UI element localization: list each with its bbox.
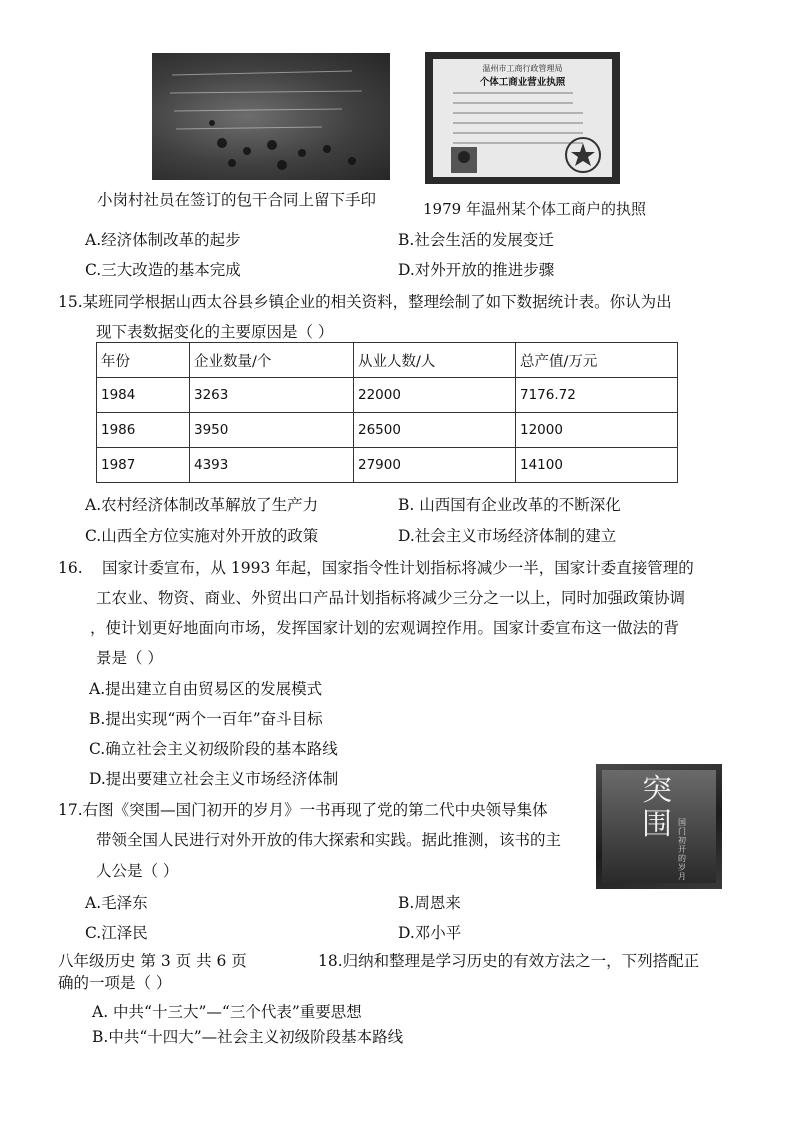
table-cell: 1987 xyxy=(97,448,190,483)
table-cell: 12000 xyxy=(516,413,678,448)
table-cell: 3950 xyxy=(190,413,354,448)
q16-option-d[interactable]: D.提出要建立社会主义市场经济体制 xyxy=(89,770,339,788)
q16-stem-line4: 景是（ ） xyxy=(96,649,163,667)
table-cell: 26500 xyxy=(354,413,516,448)
q17-stem-line1: 17.右图《突围—国门初开的岁月》一书再现了党的第二代中央领导集体 xyxy=(58,801,548,819)
q15-option-b[interactable]: B. 山西国有企业改革的不断深化 xyxy=(398,496,621,514)
q16-option-b[interactable]: B.提出实现“两个一百年”奋斗目标 xyxy=(89,710,323,728)
q17-option-b[interactable]: B.周恩来 xyxy=(398,894,461,912)
table-row xyxy=(97,413,678,448)
page-footer: 八年级历史 第 3 页 共 6 页 xyxy=(58,952,247,970)
book-title: 突围 xyxy=(642,773,672,842)
q17-option-d[interactable]: D.邓小平 xyxy=(398,924,462,942)
table-cell: 27900 xyxy=(354,448,516,483)
book-subtitle: 国门初开的岁月 xyxy=(678,818,686,881)
q14-option-c[interactable]: C.三大改造的基本完成 xyxy=(85,261,241,279)
q17-option-c[interactable]: C.江泽民 xyxy=(85,924,148,942)
q17-option-a[interactable]: A.毛泽东 xyxy=(85,894,148,912)
q18-stem-line2: 确的一项是（ ） xyxy=(58,974,172,992)
q15-option-d[interactable]: D.社会主义市场经济体制的建立 xyxy=(398,527,617,545)
q15-stem-line1: 15.某班同学根据山西太谷县乡镇企业的相关资料，整理绘制了如下数据统计表。你认为出 xyxy=(58,293,672,311)
q14-option-a[interactable]: A.经济体制改革的起步 xyxy=(85,231,241,249)
book-cover-art xyxy=(602,770,716,883)
q14-option-b[interactable]: B.社会生活的发展变迁 xyxy=(398,231,554,249)
q16-stem-line2: 工农业、物资、商业、外贸出口产品计划指标将减少三分之一以上，同时加强政策协调 xyxy=(96,589,686,607)
table-header-cell: 企业数量/个 xyxy=(190,343,354,378)
license-title: 个体工商业营业执照 xyxy=(479,77,566,88)
q16-number: 16. xyxy=(58,559,83,577)
q18-option-a[interactable]: A. 中共“十三大”—“三个代表”重要思想 xyxy=(92,1003,362,1021)
q18-stem-line1: 18.归纳和整理是学习历史的有效方法之一，下列搭配正 xyxy=(318,952,700,970)
q15-option-c[interactable]: C.山西全方位实施对外开放的政策 xyxy=(85,527,319,545)
table-cell: 1986 xyxy=(97,413,190,448)
q16-option-c[interactable]: C.确立社会主义初级阶段的基本路线 xyxy=(89,740,338,758)
table-cell: 3263 xyxy=(190,378,354,413)
contract-handwriting-graphic xyxy=(152,53,390,180)
q16-stem-line3: ，使计划更好地面向市场，发挥国家计划的宏观调控作用。国家计委宣布这一做法的背 xyxy=(90,619,680,637)
q16-stem-line1: 国家计委宣布，从 1993 年起，国家指令性计划指标将减少一半，国家计委直接管理的 xyxy=(102,559,694,577)
book-cover-photo xyxy=(596,764,722,889)
table-cell: 1984 xyxy=(97,378,190,413)
table-header-cell: 年份 xyxy=(97,343,190,378)
table-header-cell: 从业人数/人 xyxy=(354,343,516,378)
table-cell: 14100 xyxy=(516,448,678,483)
fig1-caption: 小岗村社员在签订的包干合同上留下手印 xyxy=(97,191,377,209)
q14-option-d[interactable]: D.对外开放的推进步骤 xyxy=(398,261,555,279)
table-row xyxy=(97,448,678,483)
license-fields-graphic xyxy=(433,59,612,177)
table-header-row xyxy=(97,343,678,378)
business-license-photo xyxy=(425,52,620,184)
q17-stem-line3: 人公是（ ） xyxy=(96,862,179,880)
q18-option-b[interactable]: B.中共“十四大”—社会主义初级阶段基本路线 xyxy=(92,1028,404,1046)
fig2-caption: 1979 年温州某个体工商户的执照 xyxy=(423,200,646,218)
table-cell: 4393 xyxy=(190,448,354,483)
q17-stem-line2: 带领全国人民进行对外开放的伟大探索和实践。据此推测，该书的主 xyxy=(96,831,562,849)
q15-data-table xyxy=(96,342,678,483)
q15-stem-line2: 现下表数据变化的主要原因是（ ） xyxy=(96,323,334,341)
handprint-contract-photo xyxy=(152,53,390,180)
q16-option-a[interactable]: A.提出建立自由贸易区的发展模式 xyxy=(89,680,323,698)
license-paper xyxy=(433,59,612,177)
table-cell: 22000 xyxy=(354,378,516,413)
table-header-cell: 总产值/万元 xyxy=(516,343,678,378)
table-row xyxy=(97,378,678,413)
q15-option-a[interactable]: A.农村经济体制改革解放了生产力 xyxy=(85,496,319,514)
license-authority: 温州市工商行政管理局 xyxy=(482,64,563,73)
table-cell: 7176.72 xyxy=(516,378,678,413)
